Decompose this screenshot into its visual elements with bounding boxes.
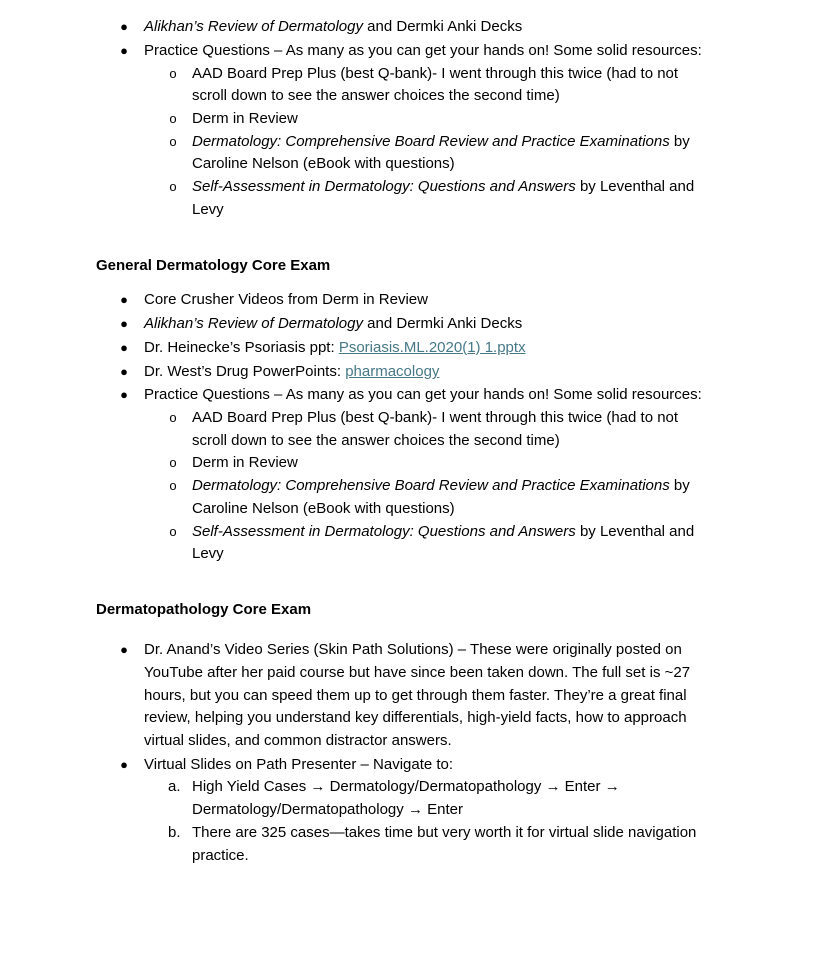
circle-bullet-icon: o	[169, 179, 177, 194]
list-label-b: b.	[168, 824, 181, 841]
list-item-practice-questions: Practice Questions – As many as you can get your hands on! Some solid resources:	[144, 42, 702, 59]
list-item-psoriasis: Dr. Heinecke’s Psoriasis ppt: Psoriasis.ML.2020(1) 1.pptx	[144, 339, 526, 356]
list-item-path-presenter: Virtual Slides on Path Presenter – Navigate to:	[144, 756, 454, 773]
circle-bullet-icon: o	[169, 455, 177, 470]
sub-item-aad-line1: AAD Board Prep Plus (best Q-bank)- I went through this twice (had to not	[192, 65, 679, 82]
list-item-anand-line5: virtual slides, and common distractor answers.	[144, 732, 452, 749]
list-item-drug-powerpoints: Dr. West’s Drug PowerPoints: pharmacology	[144, 363, 440, 380]
circle-bullet-icon: o	[169, 66, 177, 81]
sub-item-b-line1: There are 325 cases—takes time but very worth it for virtual slide navigation	[192, 824, 697, 841]
sub-item-self-assessment-line2: Levy	[192, 201, 224, 218]
sub-item-nelson-line1: Dermatology: Comprehensive Board Review and Practice Examinations by	[192, 133, 690, 150]
list-label-a: a.	[168, 778, 181, 795]
list-item-anand-line1: Dr. Anand’s Video Series (Skin Path Solutions) – These were originally posted on	[144, 641, 682, 658]
bullet-icon: ●	[120, 43, 128, 58]
bullet-icon: ●	[120, 642, 128, 657]
sub-item-a-line2: Dermatology/Dermatopathology → Enter	[192, 801, 463, 818]
list-item-anand-line2: YouTube after her paid course but have since been taken down. The full set is ~27	[144, 664, 691, 681]
bullet-icon: ●	[120, 340, 128, 355]
bullet-icon: ●	[120, 292, 128, 307]
sub-item-nelson-line2: Caroline Nelson (eBook with questions)	[192, 500, 455, 517]
circle-bullet-icon: o	[169, 410, 177, 425]
list-item-alikhan: Alikhan’s Review of Dermatology and Dermki Anki Decks	[144, 315, 523, 332]
bullet-icon: ●	[120, 364, 128, 379]
bullet-icon: ●	[120, 387, 128, 402]
sub-item-self-assessment-line1: Self-Assessment in Dermatology: Questions and Answers by Leventhal and	[192, 523, 695, 540]
bullet-icon: ●	[120, 757, 128, 772]
circle-bullet-icon: o	[169, 524, 177, 539]
list-item-core-crusher: Core Crusher Videos from Derm in Review	[144, 291, 428, 308]
sub-item-aad-line2: scroll down to see the answer choices the second time)	[192, 87, 560, 104]
list-item-practice-questions: Practice Questions – As many as you can get your hands on! Some solid resources:	[144, 386, 702, 403]
sub-item-nelson-line2: Caroline Nelson (eBook with questions)	[192, 155, 455, 172]
list-item-anand-line3: hours, but you can speed them up to get through them faster. They’re a great final	[144, 687, 687, 704]
heading-dermpath: Dermatopathology Core Exam	[96, 601, 312, 618]
list-item-alikhan: Alikhan’s Review of Dermatology and Dermki Anki Decks	[144, 18, 523, 35]
bullet-icon: ●	[120, 316, 128, 331]
sub-item-b-line2: practice.	[192, 847, 249, 864]
sub-item-derm-in-review: Derm in Review	[192, 110, 298, 127]
sub-item-self-assessment-line2: Levy	[192, 545, 224, 562]
heading-general-derm: General Dermatology Core Exam	[96, 257, 331, 274]
sub-item-self-assessment-line1: Self-Assessment in Dermatology: Questions and Answers by Leventhal and	[192, 178, 695, 195]
sub-item-a-line1: High Yield Cases → Dermatology/Dermatopathology → Enter →	[192, 778, 620, 795]
list-item-anand-line4: review, helping you understand key differentials, high-yield facts, how to approach	[144, 709, 687, 726]
circle-bullet-icon: o	[169, 134, 177, 149]
psoriasis-ppt-link[interactable]: Psoriasis.ML.2020(1) 1.pptx	[338, 339, 526, 356]
bullet-icon: ●	[120, 19, 128, 34]
circle-bullet-icon: o	[169, 111, 177, 126]
sub-item-aad-line2: scroll down to see the answer choices the second time)	[192, 432, 560, 449]
sub-item-nelson-line1: Dermatology: Comprehensive Board Review and Practice Examinations by	[192, 477, 690, 494]
sub-item-derm-in-review: Derm in Review	[192, 454, 298, 471]
sub-item-aad-line1: AAD Board Prep Plus (best Q-bank)- I went through this twice (had to not	[192, 409, 679, 426]
circle-bullet-icon: o	[169, 478, 177, 493]
pharmacology-link[interactable]: pharmacology	[345, 363, 440, 380]
